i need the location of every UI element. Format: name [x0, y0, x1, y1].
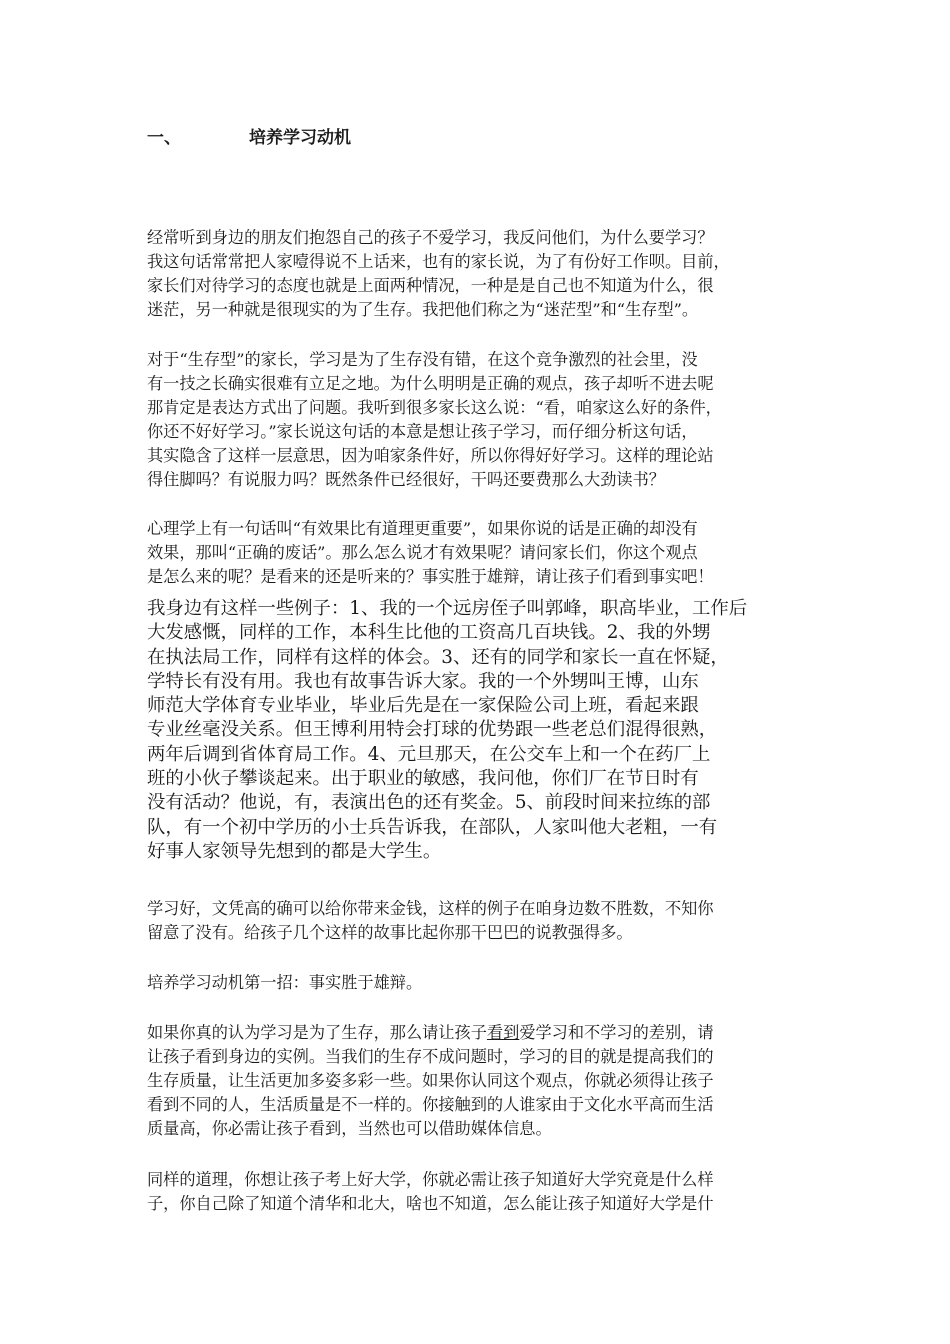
- underlined-text: 看到: [486, 1023, 520, 1042]
- text-line: 迷茫，另一种就是很现实的为了生存。我把他们称之为“迷茫型”和“生存型”。: [147, 300, 699, 319]
- paragraph-6: [147, 1021, 823, 1141]
- text-segment: 如果你真的认为学习是为了生存，那么请让孩子: [147, 1023, 487, 1042]
- text-line: 有一技之长确实很难有立足之地。为什么明明是正确的观点，孩子却听不进去呢: [147, 374, 714, 393]
- text-line: 两年后调到省体育局工作。4、元旦那天，在公交车上和一个在药厂上: [147, 743, 711, 765]
- text-line: 质量高，你必需让孩子看到，当然也可以借助媒体信息。: [147, 1119, 552, 1138]
- text-line: 家长们对待学习的态度也就是上面两种情况，一种是是自己也不知道为什么，很: [147, 276, 714, 295]
- text-line: 我身边有这样一些例子：1、我的一个远房侄子叫郭峰，职高毕业，工作后: [147, 598, 748, 619]
- paragraph-3: [147, 517, 823, 589]
- text-line: 效果，那叫“正确的废话”。那么怎么说才有效果呢？请问家长们，你这个观点: [147, 543, 698, 562]
- text-line: 师范大学体育专业毕业，毕业后先是在一家保险公司上班，看起来跟: [147, 695, 699, 717]
- text-line: 大发感慨，同样的工作，本科生比他的工资高几百块钱。2、我的外甥: [147, 622, 711, 644]
- text-line: 子，你自己除了知道个清华和北大，啥也不知道，怎么能让孩子知道好大学是什: [147, 1194, 714, 1213]
- paragraph-1: [147, 226, 823, 322]
- paragraph-7: [147, 1168, 823, 1216]
- text-line: 心理学上有一句话叫“有效果比有道理更重要”，如果你说的话是正确的却没有: [147, 519, 698, 538]
- text-line: 班的小伙子攀谈起来。出于职业的敏感，我问他，你们厂在节日时有: [147, 768, 699, 790]
- paragraph-4: [147, 897, 823, 945]
- text-line: 我这句话常常把人家噎得说不上话来，也有的家长说，为了有份好工作呗。目前，: [147, 252, 730, 271]
- text-line: 好事人家领导先想到的都是大学生。: [147, 840, 442, 862]
- paragraph-3-examples: [147, 597, 823, 864]
- text-line: 培养学习动机第一招：事实胜于雄辩。: [147, 973, 423, 992]
- text-segment: 爱学习和不学习的差别，请: [519, 1023, 714, 1042]
- text-line: 让孩子看到身边的实例。当我们的生存不成问题时，学习的目的就是提高我们的: [147, 1047, 714, 1066]
- text-line: [147, 1021, 823, 1045]
- text-line: 其实隐含了这样一层意思，因为咱家条件好，所以你得好好学习。这样的理论站: [147, 446, 714, 465]
- section-number: 一、: [147, 128, 181, 148]
- text-line: 专业丝毫没关系。但王博利用特会打球的优势跟一些老总们混得很熟，: [147, 719, 718, 741]
- text-line: 在执法局工作，同样有这样的体会。3、还有的同学和家长一直在怀疑，: [147, 646, 729, 668]
- text-line: 没有活动？他说，有，表演出色的还有奖金。5、前段时间来拉练的部: [147, 792, 711, 814]
- section-heading: [147, 126, 351, 150]
- text-line: 学习好，文凭高的确可以给你带来金钱，这样的例子在咱身边数不胜数，不知你: [147, 899, 714, 918]
- paragraph-2: [147, 348, 823, 492]
- text-line: 看到不同的人，生活质量是不一样的。你接触到的人谁家由于文化水平高而生活: [147, 1095, 714, 1114]
- text-line: 你还不好好学习。”家长说这句话的本意是想让孩子学习，而仔细分析这句话，: [147, 422, 698, 441]
- text-line: 同样的道理，你想让孩子考上好大学，你就必需让孩子知道好大学究竟是什么样: [147, 1170, 714, 1189]
- text-line: 学特长有没有用。我也有故事告诉大家。我的一个外甥叫王博，山东: [147, 670, 699, 692]
- text-line: 经常听到身边的朋友们抱怨自己的孩子不爱学习，我反问他们，为什么要学习？: [147, 228, 714, 247]
- text-line: 是怎么来的呢？是看来的还是听来的？事实胜于雄辩，请让孩子们看到事实吧！: [147, 567, 714, 586]
- text-line: 得住脚吗？有说服力吗？既然条件已经很好，干吗还要费那么大劲读书？: [147, 470, 665, 489]
- section-title: 培养学习动机: [249, 128, 351, 148]
- text-line: 留意了没有。给孩子几个这样的故事比起你那干巴巴的说教强得多。: [147, 923, 633, 942]
- paragraph-5: [147, 971, 823, 995]
- text-line: 队，有一个初中学历的小士兵告诉我，在部队，人家叫他大老粗，一有: [147, 816, 718, 838]
- text-line: 那肯定是表达方式出了问题。我听到很多家长这么说：“看，咱家这么好的条件，: [147, 398, 722, 417]
- text-line: 生存质量，让生活更加多姿多彩一些。如果你认同这个观点，你就必须得让孩子: [147, 1071, 714, 1090]
- text-line: 对于“生存型”的家长，学习是为了生存没有错，在这个竞争激烈的社会里，没: [147, 350, 698, 369]
